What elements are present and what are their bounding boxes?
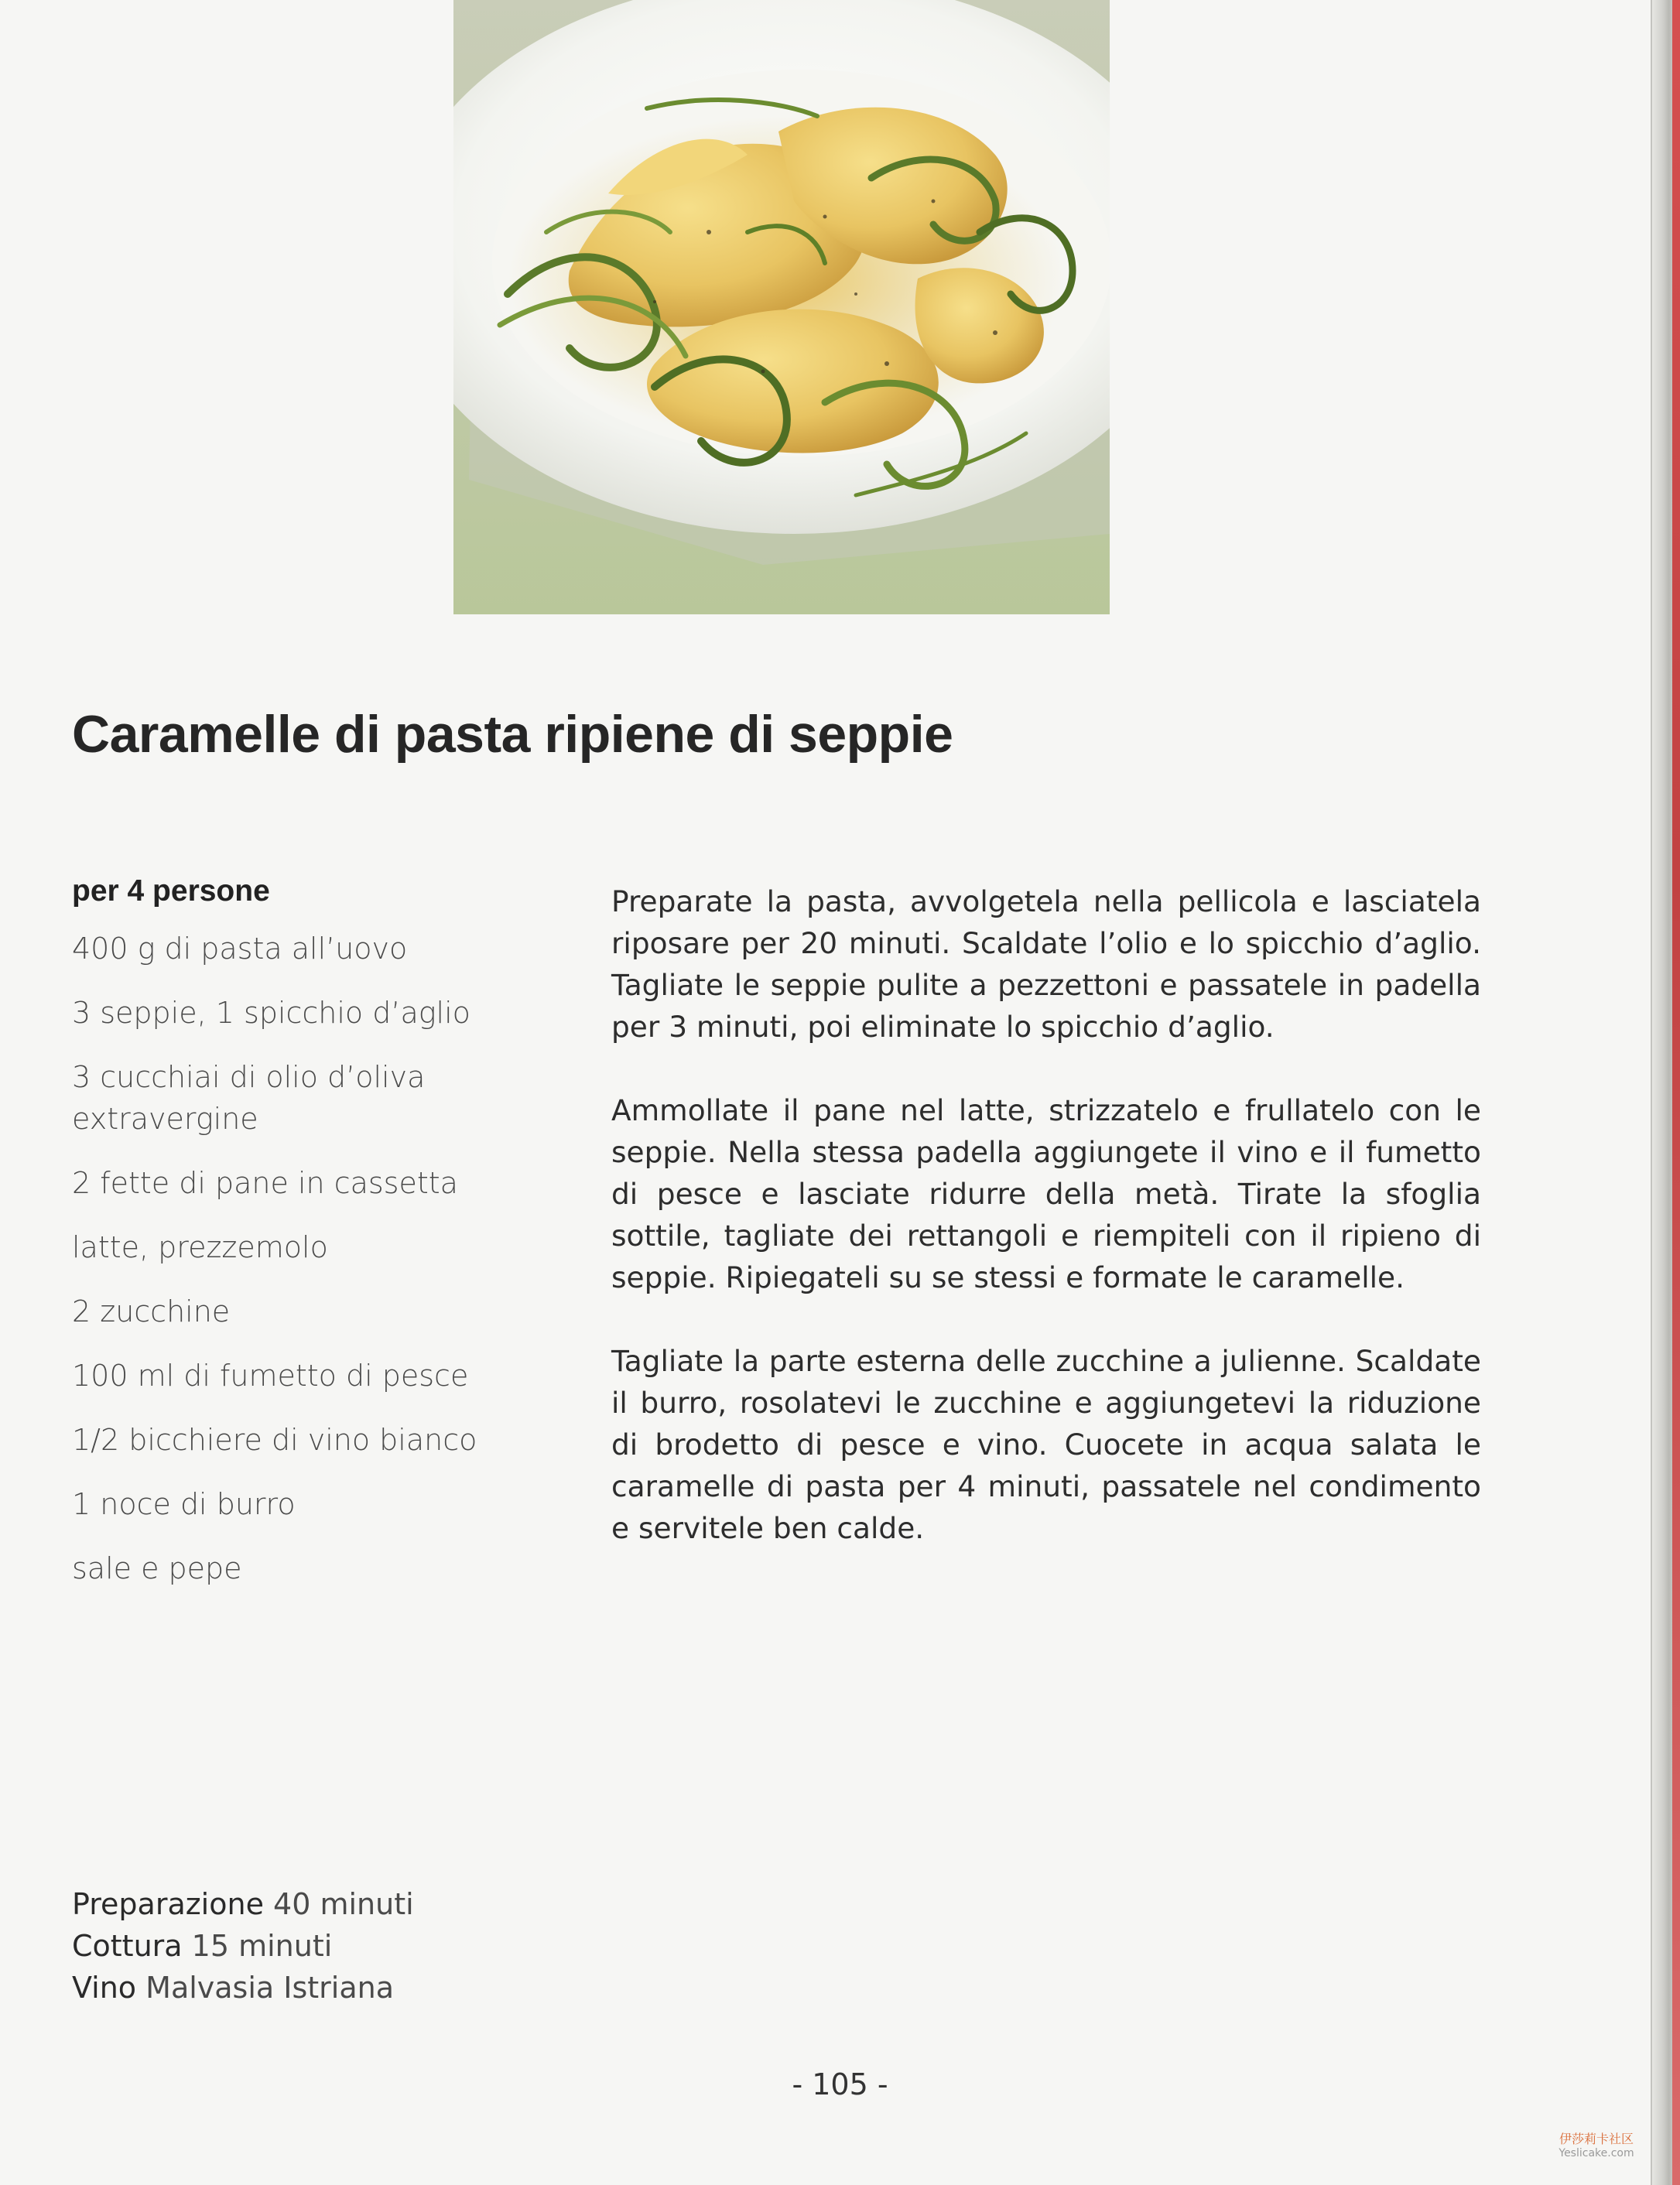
watermark-line-1: 伊莎莉卡社区 — [1559, 2132, 1634, 2146]
servings-heading: per 4 persone — [72, 874, 270, 908]
ingredient-item: 3 seppie, 1 spicchio d’aglio — [72, 995, 470, 1030]
recipe-title: Caramelle di pasta ripiene di seppie — [72, 705, 953, 764]
ingredient-item: 1 noce di burro — [72, 1486, 296, 1521]
prep-value: 40 minuti — [273, 1887, 414, 1921]
ingredient-item: 2 zucchine — [72, 1294, 231, 1328]
ingredient-item: 1/2 bicchiere di vino bianco — [72, 1422, 477, 1457]
wine-label: Vino — [72, 1971, 137, 2005]
dish-photo — [453, 0, 1110, 614]
prep-time — [72, 1883, 614, 1925]
ingredient-item: latte, prezzemolo — [72, 1229, 328, 1264]
method-paragraph: Preparate la pasta, avvolgetela nella pellicola e lasciatela riposare per 20 minuti. Scaldate l’olio e lo spicchio d’aglio. Tagliate le seppie pulite a pezzettoni e passatele in padella per 3 minuti, poi eliminate lo spicchio d’aglio. — [611, 884, 1481, 1044]
ingredient-item: sale e pepe — [72, 1551, 242, 1585]
method-paragraph: Ammollate il pane nel latte, strizzatelo e frullatelo con le seppie. Nella stessa padella aggiungete il vino e il fumetto di pesce e lasciate ridurre della metà. Tirate la sfoglia sottile, tagliate dei rettangoli e riempiteli con il ripieno di seppie. Ripiegateli su se stessi e formate le caramelle. — [611, 1093, 1481, 1294]
book-spine-strip — [1672, 0, 1680, 2185]
page-number: - 105 - — [792, 2067, 888, 2101]
ingredient-item: 400 g di pasta all’uovo — [72, 931, 408, 966]
wine-pairing — [72, 1967, 614, 2009]
cook-label: Cottura — [72, 1929, 183, 1963]
cook-time — [72, 1925, 614, 1967]
ingredient-item: 100 ml di fumetto di pesce — [72, 1358, 469, 1393]
wine-value: Malvasia Istriana — [145, 1971, 395, 2005]
recipe-meta — [72, 1883, 614, 2009]
ingredients-list — [72, 873, 567, 1612]
prep-label: Preparazione — [72, 1887, 264, 1921]
page-edge — [1651, 0, 1680, 2185]
ingredient-item: 2 fette di pane in cassetta — [72, 1165, 458, 1200]
cook-value: 15 minuti — [191, 1929, 333, 1963]
watermark-line-2: Yeslicake.com — [1559, 2147, 1634, 2159]
method-text — [611, 880, 1481, 1591]
method-paragraph: Tagliate la parte esterna delle zucchine a julienne. Scaldate il burro, rosolatevi le zucchine e aggiungetevi la riduzione di brodetto di pesce e vino. Cuocete in acqua salata le caramelle di pasta per 4 minuti, passatele nel condimento e servitele ben calde. — [611, 1344, 1481, 1545]
watermark — [1542, 2129, 1651, 2159]
ingredient-item: 3 cucchiai di olio d’oliva extravergine — [72, 1059, 426, 1136]
